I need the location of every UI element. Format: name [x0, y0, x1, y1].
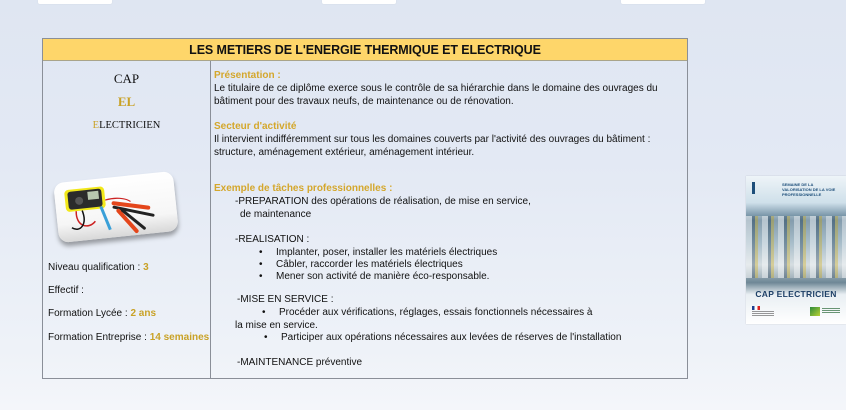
school-training-label: Formation Lycée :	[48, 308, 131, 319]
school-training	[48, 308, 156, 319]
job-sheet-table	[42, 38, 837, 379]
diploma-details-column	[211, 61, 837, 378]
cap-electricien-brochure-image	[746, 176, 846, 324]
ministry-logo-icon	[752, 311, 774, 317]
brochure-heading: SEMAINE DE LA VALORISATION DE LA VOIE PROFESSIONNELLE	[782, 182, 836, 197]
multimeter-pliers-icon	[53, 171, 179, 243]
brochure-title: CAP ELECTRICIEN	[755, 289, 837, 299]
tasks-title: Exemple de tâches professionnelles :	[214, 183, 393, 194]
qualification-label: Niveau qualification :	[48, 262, 144, 273]
presentation-text: Le titulaire de ce diplôme exerce sous le contrôle de sa hiérarchie dans le domaine des ouvrages du bâtiment pour des travaux neufs, de maintenance ou de rénovation.	[214, 83, 658, 107]
task-preparation-cont: de maintenance	[240, 209, 312, 220]
task-maintenance: -MAINTENANCE préventive	[237, 357, 363, 368]
top-tab-decoration	[38, 0, 112, 4]
diploma-summary-column	[43, 61, 211, 378]
sector-title: Secteur d'activité	[214, 121, 297, 132]
headcount	[48, 285, 84, 296]
mise-en-service-item: • Procéder aux vérifications, réglages, essais fonctionnels nécessaires à	[279, 307, 593, 320]
company-training	[48, 332, 209, 343]
region-logo-icon	[810, 307, 820, 316]
task-preparation: -PREPARATION des opérations de réalisation, de mise en service,	[235, 196, 531, 207]
brochure-logo-icon	[752, 182, 773, 194]
region-logo-text	[822, 308, 840, 314]
headcount-label: Effectif :	[48, 285, 84, 296]
republic-flag-icon	[752, 306, 760, 310]
sheet-body	[43, 61, 837, 378]
sheet-title: LES METIERS DE L'ENERGIE THERMIQUE ET ELECTRIQUE	[43, 39, 687, 61]
mise-en-service-item-cont: la mise en service.	[235, 320, 318, 331]
realisation-item: • Câbler, raccorder les matériels électriques	[276, 259, 463, 272]
qualification-value: 3	[143, 262, 149, 273]
realisation-item: • Implanter, poser, installer les matériels électriques	[276, 247, 497, 260]
task-realisation-title: -REALISATION :	[235, 234, 310, 245]
presentation-title: Présentation :	[214, 70, 281, 81]
diploma-code: EL	[117, 94, 136, 109]
mise-en-service-item: • Participer aux opérations nécessaires aux levées de réserves de l'installation	[281, 332, 621, 345]
top-tab-decoration	[322, 0, 396, 4]
sector-text: Il intervient indifféremment sur tous les domaines couverts par l'activité des ouvrages du bâtiment : structure, aménagement extérieur, aménagement intérieur.	[214, 134, 651, 158]
company-training-value: 14 semaines	[149, 332, 210, 343]
diploma-name-rest: LECTRICIEN	[99, 120, 161, 131]
electrician-tools-image	[53, 171, 179, 243]
electrical-panel-photo	[746, 216, 846, 278]
school-training-value: 2 ans	[130, 308, 157, 319]
qualification-level	[48, 262, 149, 273]
top-tab-decoration	[621, 0, 705, 4]
diploma-name-initial: E	[92, 120, 100, 131]
task-mise-en-service-title: -MISE EN SERVICE :	[237, 294, 334, 305]
realisation-item: • Mener son activité de manière éco-responsable.	[276, 271, 489, 284]
diploma-type: CAP	[113, 71, 140, 86]
company-training-label: Formation Entreprise :	[48, 332, 150, 343]
diploma-name	[43, 120, 210, 131]
